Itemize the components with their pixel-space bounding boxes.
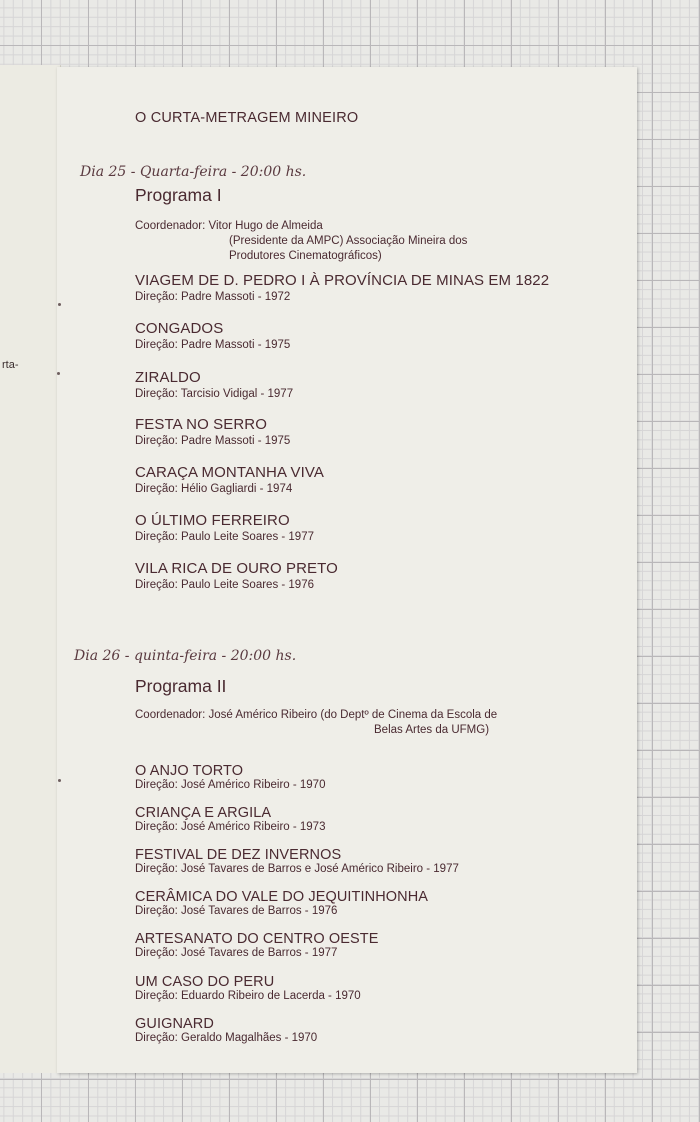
coordinator-line: Coordenador: Vitor Hugo de Almeida	[135, 220, 323, 232]
film-direction: Direção: José Américo Ribeiro - 1973	[135, 821, 326, 833]
film-direction: Direção: Eduardo Ribeiro de Lacerda - 1970	[135, 990, 361, 1002]
program-title: Programa I	[135, 185, 222, 205]
film-title: UM CASO DO PERU	[135, 974, 275, 990]
film-title: FESTA NO SERRO	[135, 416, 267, 433]
day-heading: Dia 26 - quinta-feira - 20:00 hs.	[74, 648, 297, 664]
film-entry	[135, 560, 338, 592]
film-title: O ANJO TORTO	[135, 763, 244, 779]
left-page-fragment: rta-	[2, 359, 19, 371]
film-direction: Direção: José Tavares de Barros - 1976	[135, 905, 338, 917]
film-title: ZIRALDO	[135, 369, 201, 386]
film-direction: Direção: Paulo Leite Soares - 1977	[135, 531, 314, 543]
film-direction: Direção: José Tavares de Barros - 1977	[135, 947, 338, 959]
film-direction: Direção: José Tavares de Barros e José Américo Ribeiro - 1977	[135, 863, 459, 875]
film-direction: Direção: Padre Massoti - 1975	[135, 339, 291, 351]
film-entry	[135, 1016, 317, 1045]
film-entry	[135, 369, 293, 401]
coordinator-block	[135, 219, 467, 264]
film-entry	[135, 889, 428, 918]
film-title: VIAGEM DE D. PEDRO I À PROVÍNCIA DE MINAS EM 1822	[135, 272, 550, 289]
film-entry	[135, 320, 290, 352]
film-direction: Direção: Geraldo Magalhães - 1970	[135, 1032, 318, 1044]
film-title: CARAÇA MONTANHA VIVA	[135, 464, 324, 481]
film-direction: Direção: José Américo Ribeiro - 1970	[135, 779, 326, 791]
film-entry	[135, 272, 549, 304]
film-entry	[135, 805, 325, 834]
film-title: GUIGNARD	[135, 1016, 214, 1032]
film-direction: Direção: Paulo Leite Soares - 1976	[135, 579, 314, 591]
coordinator-line: (Presidente da AMPC) Associação Mineira dos	[229, 235, 468, 247]
coordinator-line: Coordenador: José Américo Ribeiro (do Deptº de Cinema da Escola de	[135, 709, 498, 721]
coordinator-line: Produtores Cinematográficos)	[229, 250, 382, 262]
left-page-edge	[0, 65, 61, 1073]
film-title: CONGADOS	[135, 320, 224, 337]
film-title: O ÚLTIMO FERREIRO	[135, 512, 290, 529]
staple-hole	[58, 303, 61, 306]
day-heading: Dia 25 - Quarta-feira - 20:00 hs.	[80, 164, 307, 180]
program-title: Programa II	[135, 676, 227, 696]
film-title: FESTIVAL DE DEZ INVERNOS	[135, 847, 342, 863]
film-entry	[135, 931, 379, 960]
staple-hole	[57, 372, 60, 375]
film-entry	[135, 763, 325, 792]
film-entry	[135, 416, 290, 448]
film-entry	[135, 512, 314, 544]
film-entry	[135, 974, 361, 1003]
film-title: CERÂMICA DO VALE DO JEQUITINHONHA	[135, 889, 429, 905]
film-title: CRIANÇA E ARGILA	[135, 805, 272, 821]
film-direction: Direção: Padre Massoti - 1972	[135, 291, 291, 303]
film-direction: Direção: Padre Massoti - 1975	[135, 435, 291, 447]
film-entry	[135, 847, 459, 876]
coordinator-block	[135, 708, 497, 738]
page-title: O CURTA-METRAGEM MINEIRO	[135, 110, 359, 126]
coordinator-line: Belas Artes da UFMG)	[374, 724, 490, 736]
film-title: VILA RICA DE OURO PRETO	[135, 560, 338, 577]
staple-hole	[58, 779, 61, 782]
film-direction: Direção: Tarcisio Vidigal - 1977	[135, 388, 294, 400]
film-entry	[135, 464, 324, 496]
film-title: ARTESANATO DO CENTRO OESTE	[135, 931, 379, 947]
film-direction: Direção: Hélio Gagliardi - 1974	[135, 483, 293, 495]
